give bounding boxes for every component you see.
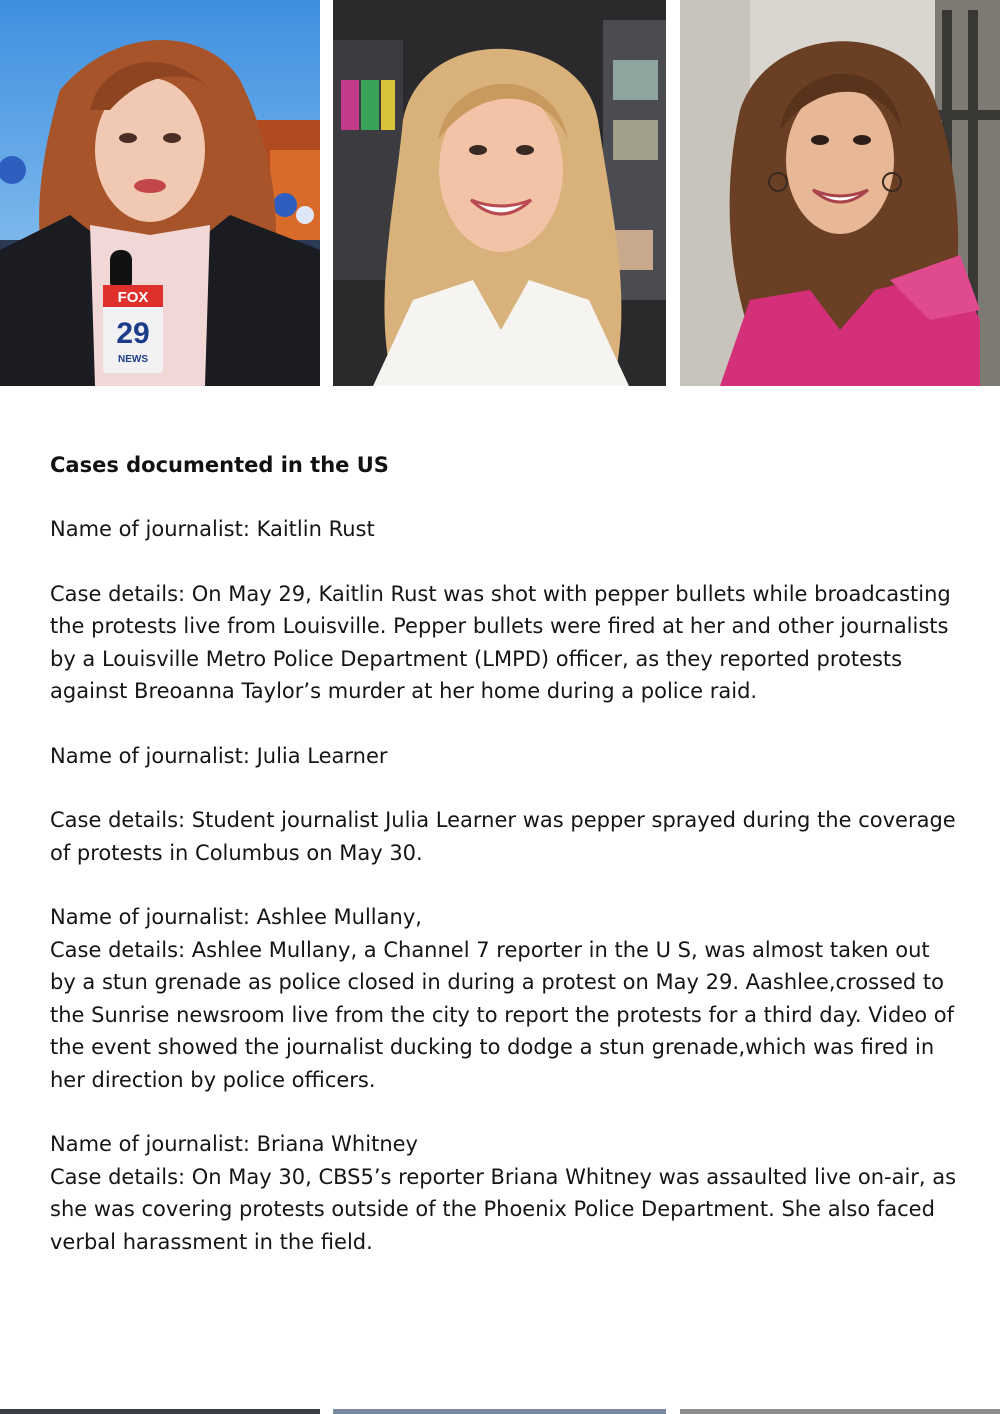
- mic-sub-label: NEWS: [118, 354, 148, 365]
- case-2-name: Name of journalist: Julia Learner: [50, 743, 388, 768]
- next-page-photo-strip: [0, 1409, 320, 1414]
- next-page-photo-strip: [680, 1409, 1000, 1414]
- document-body: [50, 448, 960, 1290]
- case-1-details: Case details: On May 29, Kaitlin Rust was shot with pepper bullets while broadcasting the protests live from Louisville. Pepper bullets were fired at her and other journalists by a Louisville Metro Police Department (LMPD) officer, as they reported protests against Breoanna Taylor’s murder at her home during a police raid.: [50, 581, 951, 703]
- photo-ashlee-mullany: [680, 0, 1000, 386]
- photo-julia-learner: [333, 0, 666, 386]
- photo-row: [0, 0, 1000, 386]
- case-4-name: Name of journalist: Briana Whitney: [50, 1132, 418, 1156]
- photo-kaitlin-rust: [0, 0, 320, 386]
- next-page-photo-strip: [333, 1409, 666, 1414]
- case-1-name: Name of journalist: Kaitlin Rust: [50, 517, 375, 541]
- mic-number-label: 29: [116, 317, 150, 350]
- case-3-details: Case details: Ashlee Mullany, a Channel 7 reporter in the U S, was almost taken out by a stun grenade as police closed in during a protest on May 29. Aashlee,crossed to the Sunrise newsroom live from the city to report the protests for a third day. Video of the event showed the journalist ducking to dodge a stun grenade,which was fired in her direction by police officers.: [50, 937, 955, 1092]
- section-heading: Cases documented in the US: [50, 453, 389, 477]
- case-3-name: Name of journalist: Ashlee Mullany,: [50, 905, 422, 929]
- case-2-details: Case details: Student journalist Julia Learner was pepper sprayed during the coverage of protests in Columbus on May 30.: [50, 808, 956, 865]
- mic-brand-label: FOX: [117, 289, 149, 306]
- case-4-details: Case details: On May 30, CBS5’s reporter Briana Whitney was assaulted live on-air, as she was covering protests outside of the Phoenix Police Department. She also faced verbal harassment in the field.: [50, 1164, 957, 1254]
